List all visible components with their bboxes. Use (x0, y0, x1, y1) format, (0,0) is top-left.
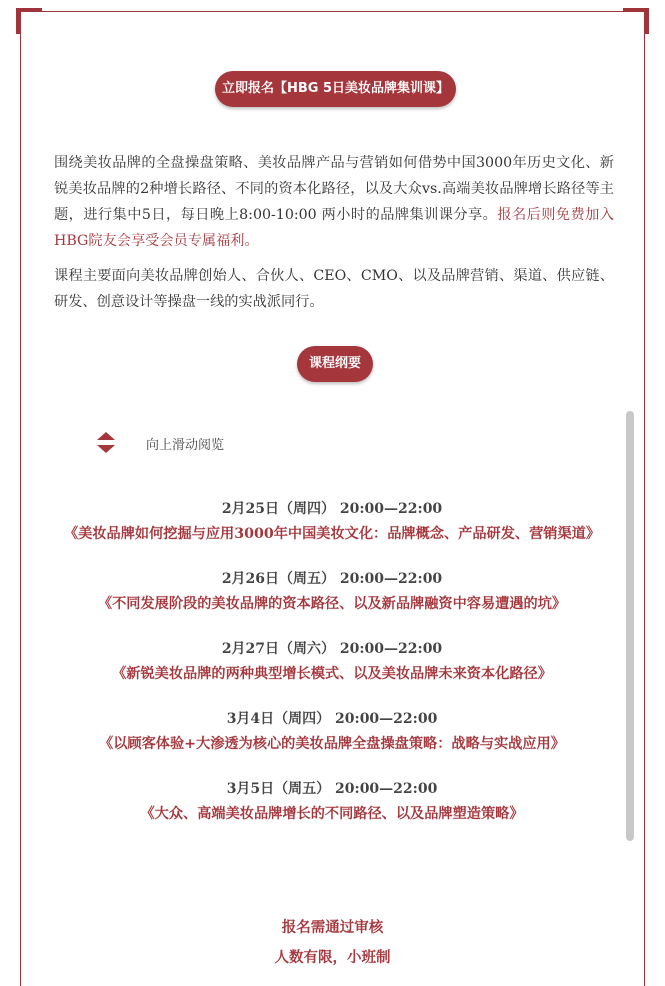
session-title: 《大众、高端美妆品牌增长的不同路径、以及品牌塑造策略》 (140, 806, 524, 822)
intro-paragraph-2: 课程主要面向美妆品牌创始人、合伙人、CEO、CMO、以及品牌营销、渠道、供应链、研发、创意设计等操盘一线的实战派同行。 (54, 268, 614, 310)
course-outline-button[interactable]: 课程纲要 (297, 346, 373, 382)
scroll-hint (96, 430, 296, 460)
schedule-entry (30, 707, 634, 757)
schedule-entry (30, 777, 634, 827)
session-title: 《不同发展阶段的美妆品牌的资本路径、以及新品牌融资中容易遭遇的坑》 (97, 596, 567, 612)
corner-decoration-left (16, 8, 42, 34)
session-date: 2月26日（周五） 20:00—22:00 (221, 571, 443, 587)
signup-button[interactable]: 立即报名【HBG 5日美妆品牌集训课】 (215, 71, 456, 107)
review-notice: 报名需通过审核 (281, 919, 384, 936)
course-schedule[interactable] (30, 497, 634, 847)
session-title: 《美妆品牌如何挖掘与应用3000年中国美妆文化：品牌概念、产品研发、营销渠道》 (63, 526, 601, 542)
corner-decoration-right (623, 8, 649, 34)
session-date: 2月25日（周四） 20:00—22:00 (221, 501, 443, 517)
session-date: 2月27日（周六） 20:00—22:00 (221, 641, 443, 657)
session-title: 《以顾客体验+大渗透为核心的美妆品牌全盘操盘策略：战略与实战应用》 (99, 736, 565, 752)
session-title: 《新锐美妆品牌的两种典型增长模式、以及美妆品牌未来资本化路径》 (112, 666, 552, 682)
schedule-entry (30, 637, 634, 687)
scroll-hint-text: 向上滑动阅览 (146, 438, 225, 453)
membership-benefit-text: 报名后则免费加入HBG院友会享受会员专属福利。 (54, 207, 614, 249)
intro-paragraph-1 (54, 150, 614, 254)
schedule-entry (30, 497, 634, 547)
limited-seats-notice: 人数有限，小班制 (274, 949, 391, 966)
intro-text: 围绕美妆品牌的全盘操盘策略、美妆品牌产品与营销如何借势中国3000年历史文化、新锐美妆品牌的2种增长路径、不同的资本化路径，以及大众vs.高端美妆品牌增长路径等主题，进行集中5日，每日晚上8:00-10:00 两小时的品牌集训课分享。 (54, 155, 614, 223)
session-date: 3月4日（周四） 20:00—22:00 (226, 711, 438, 727)
schedule-scrollbar[interactable] (626, 411, 634, 841)
session-date: 3月5日（周五） 20:00—22:00 (226, 781, 438, 797)
up-down-arrows-icon (96, 430, 116, 456)
schedule-entry (30, 567, 634, 617)
